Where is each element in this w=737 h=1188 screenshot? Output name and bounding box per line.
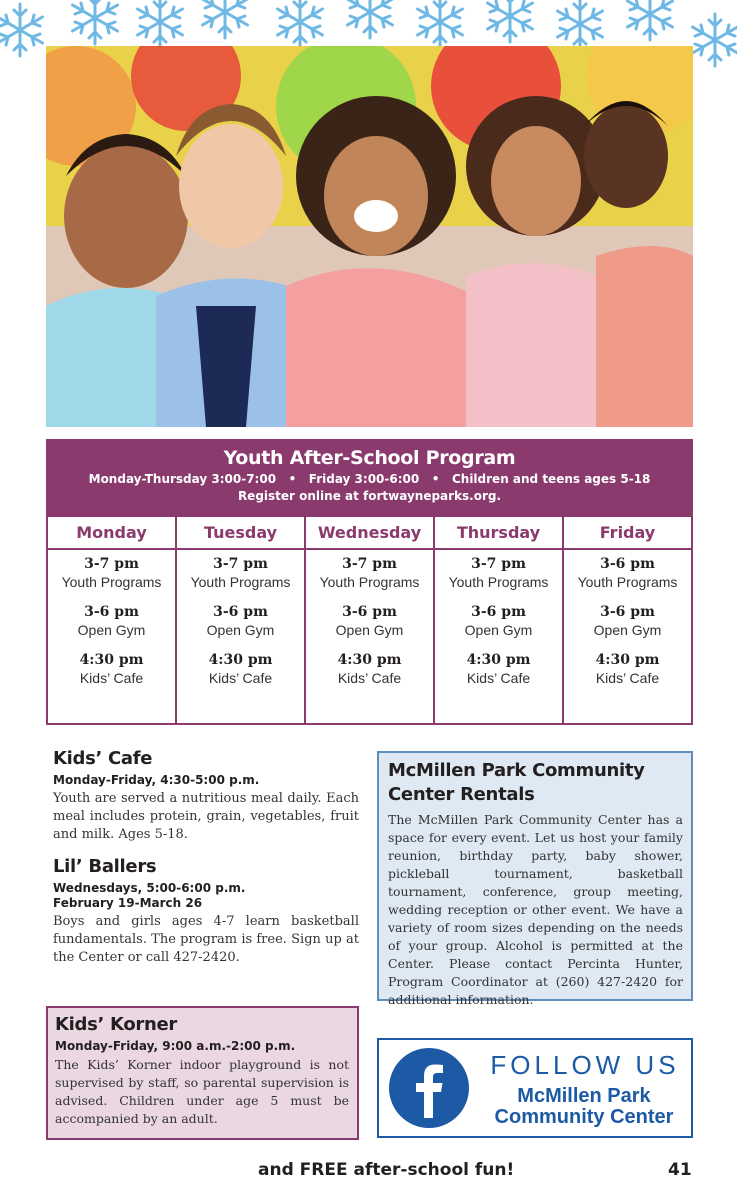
slot-time: 3-7 pm xyxy=(471,556,526,572)
slot-time: 3-7 pm xyxy=(213,556,268,572)
snowflake-icon xyxy=(138,0,183,48)
lil-ballers-when: Wednesdays, 5:00-6:00 p.m. xyxy=(53,881,246,895)
day-header-friday: Friday xyxy=(599,523,656,542)
snowflake-icon xyxy=(693,14,737,66)
schedule-slot xyxy=(306,652,433,686)
slot-time: 3-6 pm xyxy=(84,604,139,620)
slot-time: 3-6 pm xyxy=(600,604,655,620)
follow-name-line1: McMillen Park xyxy=(517,1085,651,1107)
slot-time: 3-6 pm xyxy=(213,604,268,620)
slot-label: Kids’ Cafe xyxy=(595,670,660,686)
schedule-columns xyxy=(48,550,691,725)
day-header-wednesday: Wednesday xyxy=(306,517,435,548)
day-header-thursday: Thursday xyxy=(435,517,564,548)
lil-ballers-dates: February 19-March 26 xyxy=(53,896,203,910)
snowflake-icon xyxy=(628,0,673,40)
schedule-slot xyxy=(564,556,691,590)
facebook-icon[interactable] xyxy=(389,1048,469,1128)
schedule-slot xyxy=(435,556,562,590)
slot-label: Open Gym xyxy=(77,622,146,638)
schedule-slot xyxy=(177,652,304,686)
follow-page-name xyxy=(479,1086,689,1128)
kids-korner-desc: The Kids’ Korner indoor playground is not supervised by staff, so parental supervision is advised. Children under age 5 must be accompanied by an adult. xyxy=(55,1057,349,1126)
snowflake-icon xyxy=(278,0,323,48)
schedule-slot xyxy=(177,556,304,590)
schedule-hours: Monday-Thursday 3:00-7:00 • Friday 3:00-6:00 • Children and teens ages 5-18 xyxy=(88,472,651,486)
day-column-friday xyxy=(564,550,691,725)
schedule-slot xyxy=(564,604,691,638)
schedule-slot xyxy=(48,556,175,590)
rentals-desc: The McMillen Park Community Center has a space for every event. Let us host your family reunion, birthday party, baby shower, pickleball tournament, basketball tournament, conference, group meeting, wedding reception or other event. We have a variety of room sizes depending on the needs of your group. Alcohol is permitted at the Center. Please contact Percinta Hunter, Program Coordinator at (260) 427-2420 for additional information. xyxy=(388,812,683,1007)
snowflake-icon xyxy=(0,4,43,56)
children-photo xyxy=(46,46,693,427)
snowflake-icon xyxy=(203,0,248,38)
slot-label: Youth Programs xyxy=(190,574,291,590)
slot-label: Open Gym xyxy=(464,622,533,638)
page-number: 41 xyxy=(668,1160,692,1180)
slot-time: 3-7 pm xyxy=(84,556,139,572)
slot-time: 4:30 pm xyxy=(79,652,144,668)
rentals-box xyxy=(377,751,693,1007)
snowflake-icon xyxy=(488,0,533,42)
day-column-monday xyxy=(48,550,177,725)
kids-cafe-section xyxy=(53,748,359,844)
snowflake-icon xyxy=(418,0,463,48)
schedule-register: Register online at fortwayneparks.org. xyxy=(237,489,502,503)
day-header-tuesday: Tuesday xyxy=(177,517,306,548)
left-column xyxy=(53,748,359,967)
schedule-slot xyxy=(48,604,175,638)
slot-time: 3-6 pm xyxy=(342,604,397,620)
kids-korner-box xyxy=(46,1006,359,1140)
slot-time: 4:30 pm xyxy=(337,652,402,668)
schedule-slot xyxy=(306,604,433,638)
slot-label: Youth Programs xyxy=(61,574,162,590)
slot-label: Kids’ Cafe xyxy=(79,670,144,686)
slot-label: Open Gym xyxy=(593,622,662,638)
kids-cafe-title: Kids’ Cafe xyxy=(53,748,153,769)
slot-label: Youth Programs xyxy=(448,574,549,590)
slot-label: Kids’ Cafe xyxy=(337,670,402,686)
day-header-monday: Monday xyxy=(48,517,177,548)
lil-ballers-title: Lil’ Ballers xyxy=(53,856,157,877)
slot-time: 3-6 pm xyxy=(600,556,655,572)
schedule-slot xyxy=(177,604,304,638)
schedule-days xyxy=(48,517,691,550)
day-column-tuesday xyxy=(177,550,306,725)
schedule-slot xyxy=(564,652,691,686)
lil-ballers-section xyxy=(53,856,359,967)
snowflake-icon xyxy=(558,0,603,50)
snowflake-icon xyxy=(73,0,118,44)
footer-tagline: and FREE after-school fun! xyxy=(258,1160,515,1180)
slot-label: Kids’ Cafe xyxy=(208,670,273,686)
slot-time: 3-7 pm xyxy=(342,556,397,572)
schedule-title: Youth After-School Program xyxy=(223,447,516,469)
schedule-slot xyxy=(435,652,562,686)
kids-korner-when: Monday-Friday, 9:00 a.m.-2:00 p.m. xyxy=(55,1039,296,1053)
schedule-slot xyxy=(306,556,433,590)
schedule-slot xyxy=(48,652,175,686)
slot-time: 4:30 pm xyxy=(208,652,273,668)
day-column-wednesday xyxy=(306,550,435,725)
slot-label: Kids’ Cafe xyxy=(466,670,531,686)
follow-us-box[interactable] xyxy=(377,1038,693,1138)
slot-label: Open Gym xyxy=(335,622,404,638)
day-column-thursday xyxy=(435,550,564,725)
rentals-title: McMillen Park Community Center Rentals xyxy=(388,760,645,805)
slot-label: Youth Programs xyxy=(577,574,678,590)
slot-time: 4:30 pm xyxy=(466,652,531,668)
kids-cafe-desc: Youth are served a nutritious meal daily. Each meal includes protein, grain, vegetables, fruit and milk. Ages 5-18. xyxy=(53,791,359,842)
slot-time: 3-6 pm xyxy=(471,604,526,620)
follow-us-label: FOLLOW US xyxy=(490,1050,680,1080)
schedule-header xyxy=(48,441,691,517)
lil-ballers-desc: Boys and girls ages 4-7 learn basketball fundamentals. The program is free. Sign up at the Center or call 427-2420. xyxy=(53,914,359,965)
follow-name-line2: Community Center xyxy=(494,1106,674,1128)
schedule-slot xyxy=(435,604,562,638)
after-school-schedule xyxy=(46,439,693,725)
snowflake-icon xyxy=(348,0,393,38)
slot-time: 4:30 pm xyxy=(595,652,660,668)
kids-korner-title: Kids’ Korner xyxy=(55,1014,177,1035)
slot-label: Youth Programs xyxy=(319,574,420,590)
slot-label: Open Gym xyxy=(206,622,275,638)
kids-cafe-when: Monday-Friday, 4:30-5:00 p.m. xyxy=(53,773,260,787)
